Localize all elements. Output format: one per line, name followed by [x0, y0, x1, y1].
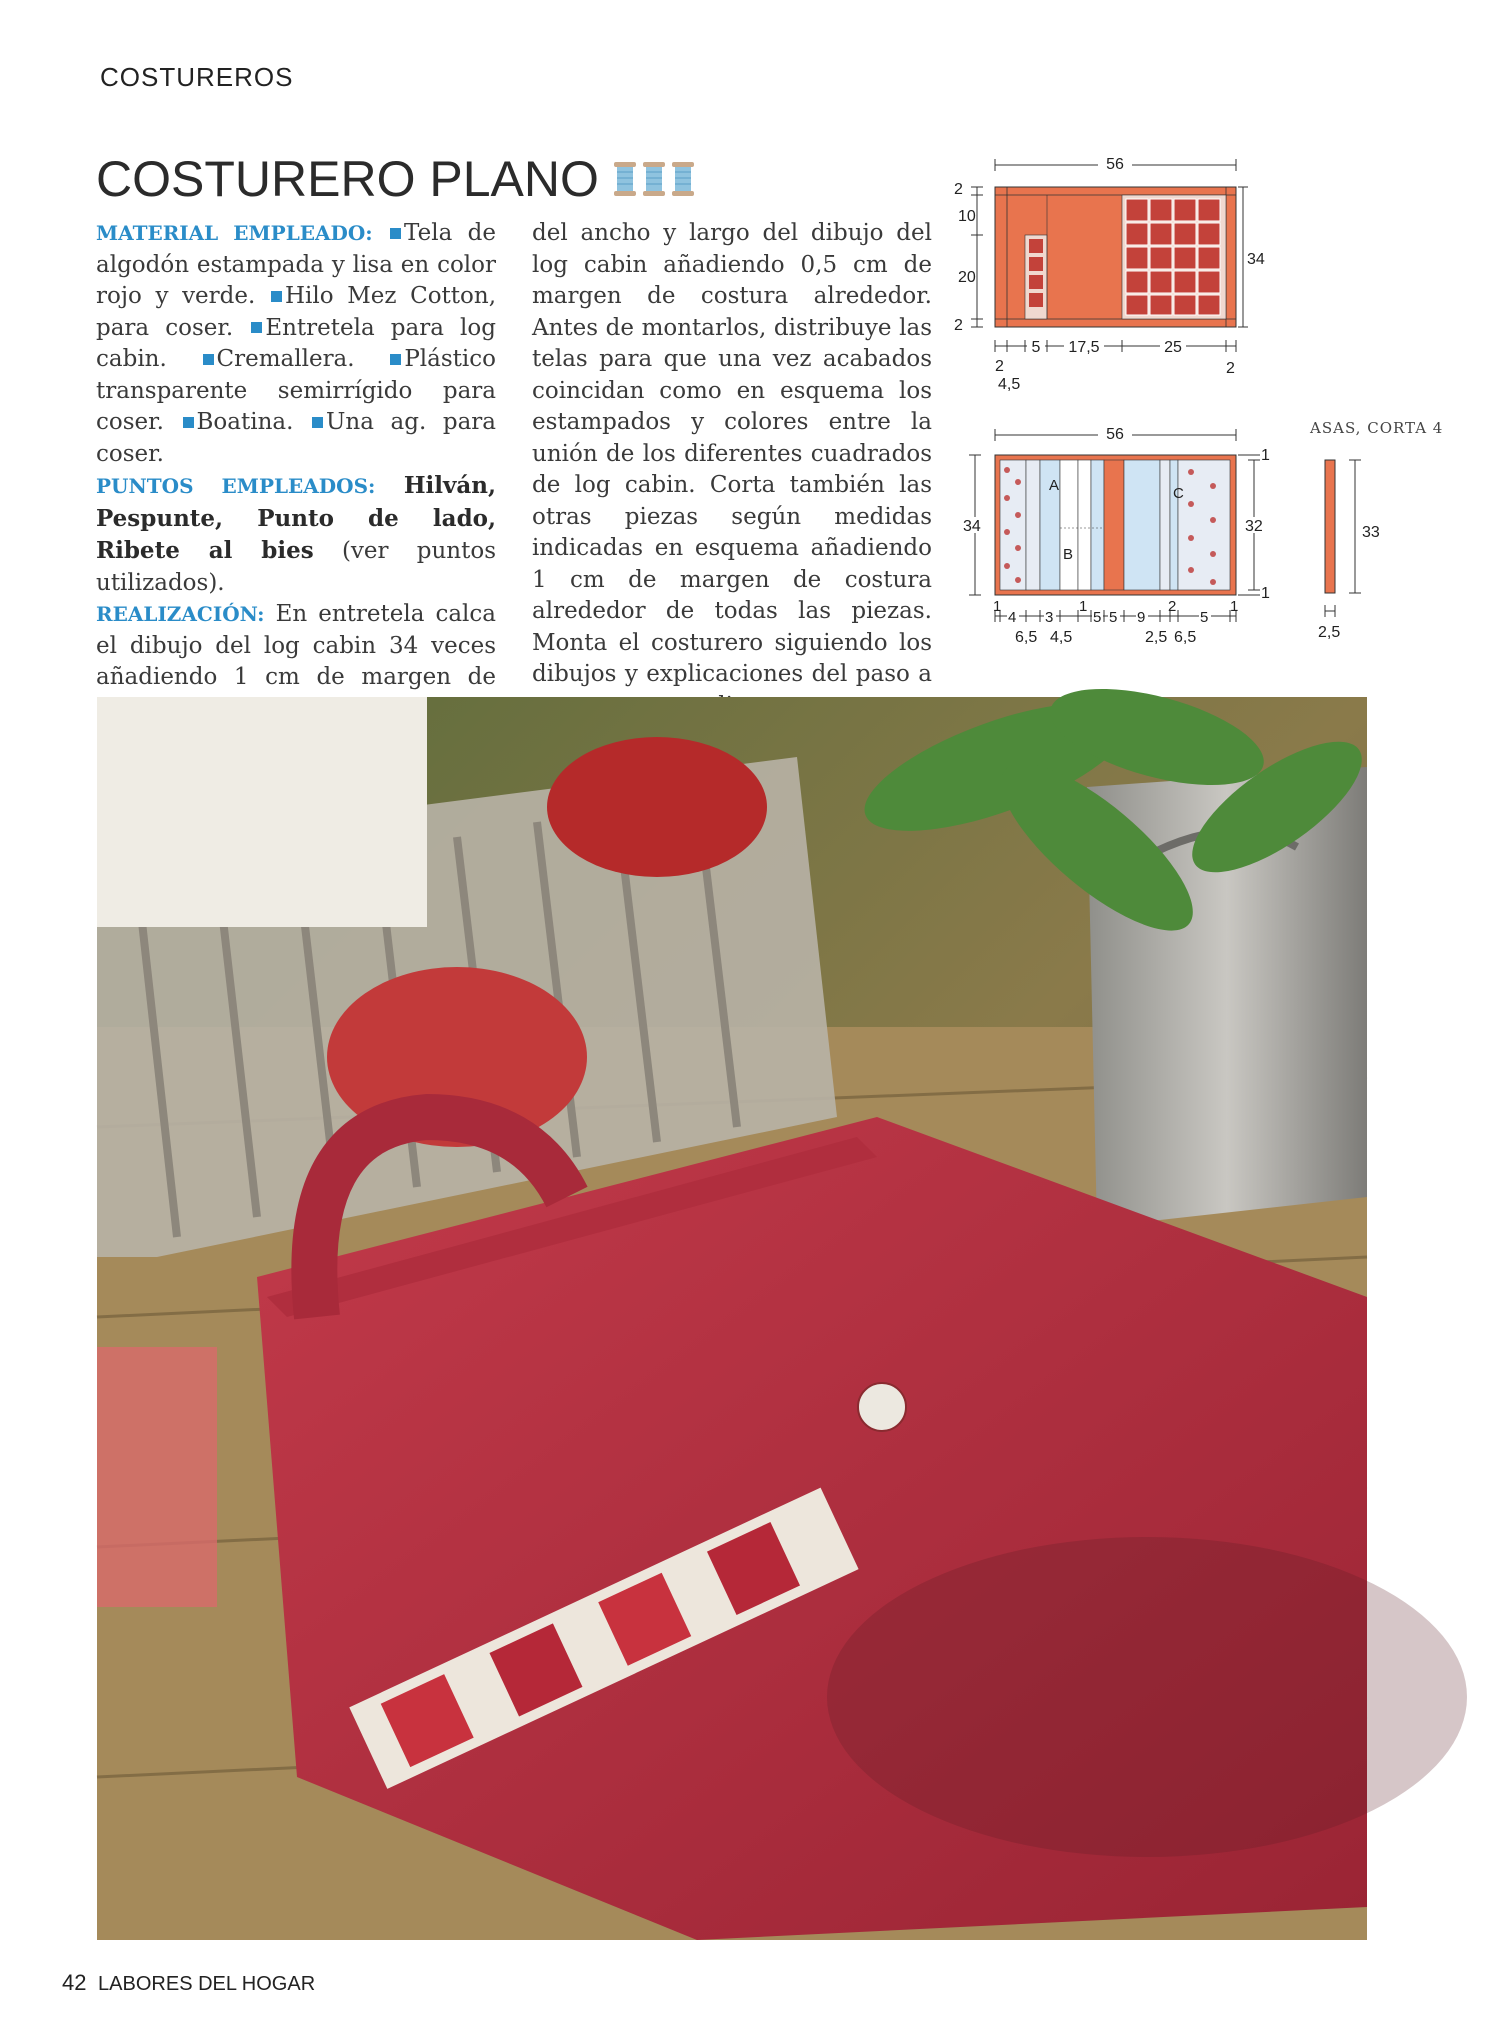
bottom-right-dim: 1	[1261, 585, 1270, 602]
material-item: Plástico transparente semirrígido para coser.	[96, 346, 496, 435]
diagram-bottom	[955, 420, 1295, 650]
label-c: C	[1173, 485, 1184, 502]
magazine-name: LABORES DEL HOGAR	[98, 1973, 316, 1995]
bottom-dim-top: 1	[1079, 598, 1088, 615]
material-item: Entretela para log cabin.	[96, 314, 496, 372]
label-b: B	[1063, 546, 1074, 563]
handles-height: 33	[1362, 524, 1380, 541]
bottom-dim-bottom: 6,5	[1015, 629, 1038, 646]
bottom-dim-top: 1	[993, 598, 1002, 615]
bullet-icon	[251, 322, 262, 333]
bullet-icon	[312, 417, 323, 428]
realization-text-2: del ancho y largo del dibujo del log cabin añadiendo 0,5 cm de margen de costura alrededor. Antes de montarlos, distribuye las telas para que una vez acabados coincidan como en esquema los estampados y colores entre la unión de los diferentes cuadrados de log cabin. Corta también las otras piezas según medidas indicadas en esquema añadiendo 1 cm de margen de costura alrededor de todas las piezas. Monta el costurero siguiendo los dibujos y explicaciones del paso a	[532, 220, 932, 687]
bullet-icon	[271, 291, 282, 302]
text-column-2	[532, 218, 932, 722]
bottom-inner-height: 32	[1245, 518, 1263, 535]
bottom-dim-top: 5	[1093, 609, 1102, 626]
diagram-handles	[1300, 415, 1490, 660]
page-footer	[62, 1970, 315, 1996]
bottom-dim-bottom: 2,5	[1145, 629, 1168, 646]
article-title	[96, 150, 695, 208]
bottom-dim-top: 2	[1168, 598, 1177, 615]
top-left-dim: 2	[954, 317, 963, 334]
material-item: Una ag. para coser.	[96, 409, 496, 467]
stitches-note: (ver puntos utilizados).	[96, 538, 496, 596]
top-bottom-dim: 5	[1031, 339, 1041, 356]
material-item: Tela de algodón estampada y lisa en color rojo y verde.	[96, 220, 496, 309]
bottom-width-label: 56	[1106, 426, 1124, 443]
bullet-icon	[390, 228, 401, 239]
product-photo	[97, 697, 1367, 1940]
section-header: COSTUREROS	[100, 62, 294, 92]
handles-label: ASAS, CORTA 4	[1310, 419, 1444, 437]
top-bottom-dim: 2	[1226, 360, 1235, 377]
bottom-height-label: 34	[963, 518, 981, 535]
text-column-1	[96, 218, 496, 757]
stitches-list: Hilván, Pespunte, Punto de lado, Ribete al bies	[96, 472, 497, 564]
realization-text-1: En entretela calca el dibujo del log cabin 34 veces añadiendo 1 cm de margen de	[96, 601, 496, 690]
realization-label: REALIZACIÓN:	[96, 602, 265, 626]
top-left-dim: 20	[958, 269, 976, 286]
bottom-dim-top: 3	[1045, 609, 1054, 626]
bottom-dim-top: 1	[1230, 598, 1239, 615]
bottom-dim-top: 5	[1109, 609, 1118, 626]
bottom-dim-top: 4	[1008, 609, 1017, 626]
top-height-label: 34	[1247, 251, 1265, 268]
bottom-dim-bottom: 6,5	[1174, 629, 1197, 646]
title-text: COSTURERO PLANO	[96, 151, 599, 207]
material-label: MATERIAL EMPLEADO:	[96, 221, 373, 245]
material-item: Hilo Mez Cotton, para coser.	[96, 283, 497, 341]
bottom-right-dim: 1	[1261, 447, 1270, 464]
top-bottom-sub: 2	[995, 358, 1004, 375]
label-a: A	[1049, 477, 1060, 494]
difficulty-spools-icon	[613, 160, 695, 198]
top-bottom-dim: 17,5	[1068, 339, 1100, 356]
bottom-dim-top: 5	[1200, 609, 1209, 626]
top-width-label: 56	[1106, 156, 1124, 173]
bullet-icon	[203, 354, 214, 365]
bullet-icon	[390, 354, 401, 365]
bottom-dim-bottom: 4,5	[1050, 629, 1073, 646]
material-item: Boatina.	[196, 409, 294, 435]
top-bottom-sub: 4,5	[998, 376, 1021, 393]
bottom-dim-top: 9	[1137, 609, 1146, 626]
stitches-label: PUNTOS EMPLEADOS:	[96, 474, 376, 498]
page-number: 42	[62, 1970, 87, 1995]
bullet-icon	[183, 417, 194, 428]
top-left-dim: 10	[958, 208, 976, 225]
handles-width: 2,5	[1318, 624, 1341, 641]
top-left-dim: 2	[954, 181, 963, 198]
diagram-top	[950, 150, 1265, 400]
top-bottom-dim: 25	[1164, 339, 1182, 356]
material-item: Cremallera.	[216, 346, 355, 372]
